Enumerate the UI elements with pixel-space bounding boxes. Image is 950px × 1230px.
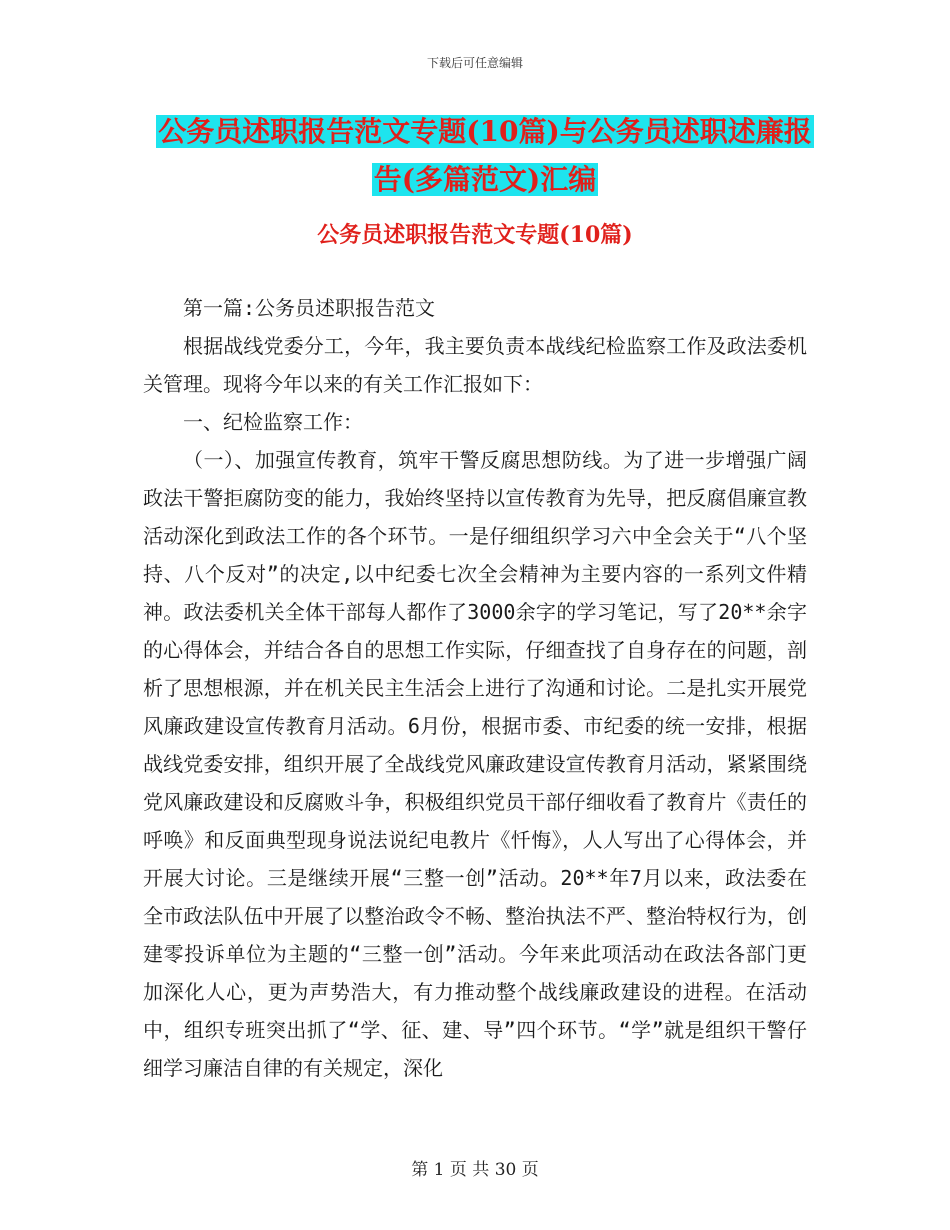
header-note: 下载后可任意编辑	[426, 56, 523, 70]
page-footer: 第 1 页 共 30 页	[411, 1160, 539, 1180]
document-title-line-2: 告(多篇范文)汇编	[373, 163, 597, 196]
paragraph-subheading: 一、纪检监察工作：	[183, 410, 363, 434]
paragraph-intro: 根据战线党委分工，今年，我主要负责本战线纪检监察工作及政法委机关管理。现将今年以来的有关工作汇报如下：	[143, 334, 807, 396]
paragraph-chapter-heading: 第一篇:公务员述职报告范文	[183, 296, 436, 320]
document-title	[145, 108, 825, 204]
paragraph-main: （一）、加强宣传教育，筑牢干警反腐思想防线。为了进一步增强广阔政法干警拒腐防变的能力，我始终坚持以宣传教育为先导，把反腐倡廉宣教活动深化到政法工作的各个环节。一是仔细组织学习六中全会关于“八个坚持、八个反对”的决定,以中纪委七次全会精神为主要内容的一系列文件精神。政法委机关全体干部每人都作了3000余字的学习笔记，写了20**余字的心得体会，并结合各自的思想工作实际，仔细查找了自身存在的问题，剖析了思想根源，并在机关民主生活会上进行了沟通和讨论。二是扎实开展党风廉政建设宣传教育月活动。6月份，根据市委、市纪委的统一安排，根据战线党委安排，组织开展了全战线党风廉政建设宣传教育月活动，紧紧围绕党风廉政建设和反腐败斗争，积极组织党员干部仔细收看了教育片《责任的呼唤》和反面典型现身说法说纪电教片《忏悔》，人人写出了心得体会，并开展大讨论。三是继续开展“三整一创”活动。20**年7月以来，政法委在全市政法队伍中开展了以整治政令不畅、整治执法不严、整治特权行为，创建零投诉单位为主题的“三整一创”活动。今年来此项活动在政法各部门更加深化人心，更为声势浩大，有力推动整个战线廉政建设的进程。在活动中，组织专班突出抓了“学、征、建、导”四个环节。“学”就是组织干警仔细学习廉洁自律的有关规定，深化	[143, 448, 807, 1080]
body-text	[143, 289, 807, 1087]
document-title-line-1: 公务员述职报告范文专题(10篇)与公务员述职述廉报	[158, 115, 812, 148]
section-title: 公务员述职报告范文专题(10篇)	[317, 222, 633, 248]
